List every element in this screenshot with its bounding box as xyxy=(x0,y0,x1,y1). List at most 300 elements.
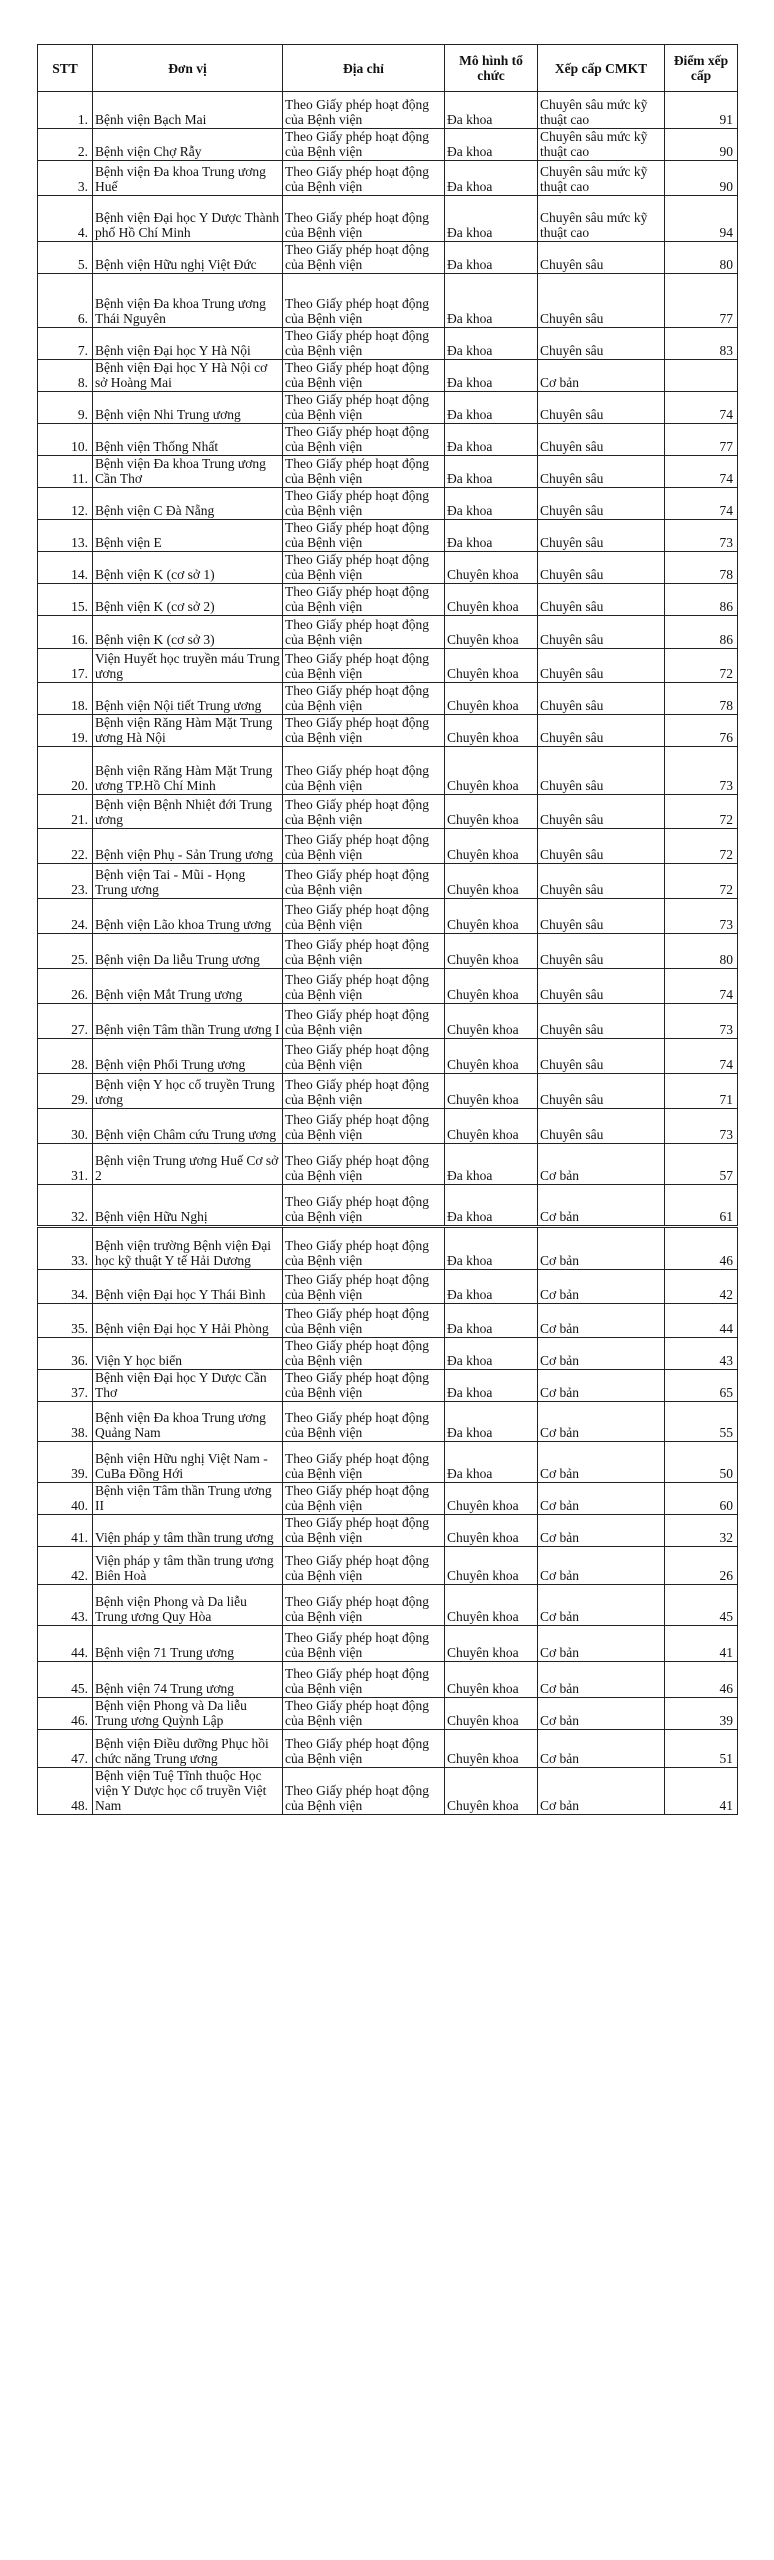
cell-model: Chuyên khoa xyxy=(445,552,538,584)
cell-unit: Bệnh viện Đại học Y Hải Phòng xyxy=(93,1304,283,1338)
cell-unit: Bệnh viện Tâm thần Trung ương I xyxy=(93,1004,283,1039)
cell-stt: 37. xyxy=(38,1370,93,1402)
cell-rank: Chuyên sâu mức kỹ thuật cao xyxy=(538,92,665,129)
cell-model: Chuyên khoa xyxy=(445,683,538,715)
cell-stt: 13. xyxy=(38,520,93,552)
cell-unit: Bệnh viện Hữu nghị Việt Nam - CuBa Đồng Hới xyxy=(93,1442,283,1483)
cell-model: Đa khoa xyxy=(445,1304,538,1338)
table-row xyxy=(38,1039,738,1074)
cell-address: Theo Giấy phép hoạt động của Bệnh viện xyxy=(283,616,445,649)
cell-stt: 32. xyxy=(38,1185,93,1227)
table-row xyxy=(38,129,738,161)
cell-rank: Chuyên sâu xyxy=(538,392,665,424)
table-row xyxy=(38,969,738,1004)
table-row xyxy=(38,829,738,864)
table-row xyxy=(38,328,738,360)
table-row xyxy=(38,795,738,829)
cell-stt: 34. xyxy=(38,1270,93,1304)
cell-address: Theo Giấy phép hoạt động của Bệnh viện xyxy=(283,1227,445,1270)
cell-unit: Bệnh viện Lão khoa Trung ương xyxy=(93,899,283,934)
cell-model: Đa khoa xyxy=(445,274,538,328)
cell-rank: Chuyên sâu xyxy=(538,1109,665,1144)
table-row xyxy=(38,649,738,683)
cell-model: Chuyên khoa xyxy=(445,747,538,795)
header-address: Địa chỉ xyxy=(283,45,445,92)
table-row xyxy=(38,1227,738,1270)
cell-rank: Chuyên sâu xyxy=(538,1039,665,1074)
cell-rank: Chuyên sâu xyxy=(538,969,665,1004)
cell-stt: 48. xyxy=(38,1768,93,1815)
cell-stt: 41. xyxy=(38,1515,93,1547)
cell-score: 74 xyxy=(665,392,738,424)
cell-address: Theo Giấy phép hoạt động của Bệnh viện xyxy=(283,552,445,584)
cell-model: Chuyên khoa xyxy=(445,795,538,829)
cell-score: 94 xyxy=(665,196,738,242)
cell-rank: Chuyên sâu xyxy=(538,520,665,552)
table-row xyxy=(38,92,738,129)
cell-address: Theo Giấy phép hoạt động của Bệnh viện xyxy=(283,488,445,520)
cell-stt: 11. xyxy=(38,456,93,488)
cell-address: Theo Giấy phép hoạt động của Bệnh viện xyxy=(283,1698,445,1730)
cell-model: Đa khoa xyxy=(445,392,538,424)
cell-score: 60 xyxy=(665,1483,738,1515)
cell-score: 61 xyxy=(665,1185,738,1227)
cell-unit: Viện Huyết học truyền máu Trung ương xyxy=(93,649,283,683)
table-row xyxy=(38,1338,738,1370)
cell-unit: Bệnh viện 74 Trung ương xyxy=(93,1662,283,1698)
cell-rank: Cơ bản xyxy=(538,1768,665,1815)
cell-rank: Chuyên sâu xyxy=(538,552,665,584)
cell-rank: Cơ bản xyxy=(538,1144,665,1185)
cell-address: Theo Giấy phép hoạt động của Bệnh viện xyxy=(283,864,445,899)
cell-model: Đa khoa xyxy=(445,424,538,456)
cell-unit: Bệnh viện Hữu Nghị xyxy=(93,1185,283,1227)
cell-model: Đa khoa xyxy=(445,520,538,552)
cell-rank: Cơ bản xyxy=(538,1547,665,1585)
cell-address: Theo Giấy phép hoạt động của Bệnh viện xyxy=(283,1074,445,1109)
cell-rank: Cơ bản xyxy=(538,360,665,392)
cell-unit: Bệnh viện Phổi Trung ương xyxy=(93,1039,283,1074)
cell-unit: Bệnh viện Tuệ Tĩnh thuộc Học viện Y Dược học cổ truyền Việt Nam xyxy=(93,1768,283,1815)
cell-rank: Chuyên sâu xyxy=(538,683,665,715)
cell-unit: Bệnh viện K (cơ sở 1) xyxy=(93,552,283,584)
cell-score: 43 xyxy=(665,1338,738,1370)
cell-stt: 21. xyxy=(38,795,93,829)
cell-stt: 42. xyxy=(38,1547,93,1585)
cell-rank: Cơ bản xyxy=(538,1483,665,1515)
cell-rank: Chuyên sâu xyxy=(538,1004,665,1039)
cell-unit: Bệnh viện Chợ Rẫy xyxy=(93,129,283,161)
cell-rank: Cơ bản xyxy=(538,1304,665,1338)
cell-address: Theo Giấy phép hoạt động của Bệnh viện xyxy=(283,1662,445,1698)
cell-model: Chuyên khoa xyxy=(445,1768,538,1815)
cell-unit: Bệnh viện Phong và Da liễu Trung ương Quy Hòa xyxy=(93,1585,283,1626)
cell-address: Theo Giấy phép hoạt động của Bệnh viện xyxy=(283,1109,445,1144)
table-row xyxy=(38,242,738,274)
cell-unit: Bệnh viện K (cơ sở 3) xyxy=(93,616,283,649)
cell-address: Theo Giấy phép hoạt động của Bệnh viện xyxy=(283,274,445,328)
table-row xyxy=(38,1585,738,1626)
cell-score: 86 xyxy=(665,616,738,649)
table-row xyxy=(38,1074,738,1109)
cell-model: Chuyên khoa xyxy=(445,899,538,934)
table-row xyxy=(38,1109,738,1144)
cell-address: Theo Giấy phép hoạt động của Bệnh viện xyxy=(283,1304,445,1338)
cell-unit: Bệnh viện trường Bệnh viện Đại học kỹ thuật Y tế Hải Dương xyxy=(93,1227,283,1270)
cell-unit: Bệnh viện Thống Nhất xyxy=(93,424,283,456)
cell-score: 41 xyxy=(665,1768,738,1815)
cell-rank: Cơ bản xyxy=(538,1338,665,1370)
cell-rank: Cơ bản xyxy=(538,1370,665,1402)
cell-model: Chuyên khoa xyxy=(445,829,538,864)
cell-unit: Bệnh viện Bạch Mai xyxy=(93,92,283,129)
cell-score: 73 xyxy=(665,899,738,934)
cell-model: Chuyên khoa xyxy=(445,1662,538,1698)
cell-address: Theo Giấy phép hoạt động của Bệnh viện xyxy=(283,829,445,864)
table-row xyxy=(38,360,738,392)
cell-score: 74 xyxy=(665,488,738,520)
table-row xyxy=(38,1144,738,1185)
cell-model: Chuyên khoa xyxy=(445,934,538,969)
table-row xyxy=(38,1483,738,1515)
table-row xyxy=(38,196,738,242)
cell-stt: 33. xyxy=(38,1227,93,1270)
cell-stt: 39. xyxy=(38,1442,93,1483)
cell-model: Đa khoa xyxy=(445,1402,538,1442)
cell-stt: 38. xyxy=(38,1402,93,1442)
table-row xyxy=(38,1626,738,1662)
cell-rank: Cơ bản xyxy=(538,1585,665,1626)
table-row xyxy=(38,456,738,488)
cell-address: Theo Giấy phép hoạt động của Bệnh viện xyxy=(283,1370,445,1402)
cell-stt: 31. xyxy=(38,1144,93,1185)
cell-rank: Chuyên sâu xyxy=(538,864,665,899)
cell-unit: Bệnh viện Châm cứu Trung ương xyxy=(93,1109,283,1144)
cell-unit: Bệnh viện Đại học Y Dược Thành phố Hồ Chí Minh xyxy=(93,196,283,242)
table-row xyxy=(38,899,738,934)
cell-unit: Bệnh viện Da liễu Trung ương xyxy=(93,934,283,969)
cell-model: Chuyên khoa xyxy=(445,1515,538,1547)
cell-rank: Cơ bản xyxy=(538,1662,665,1698)
cell-score: 72 xyxy=(665,649,738,683)
cell-address: Theo Giấy phép hoạt động của Bệnh viện xyxy=(283,424,445,456)
cell-unit: Bệnh viện Răng Hàm Mặt Trung ương TP.Hồ Chí Minh xyxy=(93,747,283,795)
cell-model: Chuyên khoa xyxy=(445,1585,538,1626)
cell-address: Theo Giấy phép hoạt động của Bệnh viện xyxy=(283,1730,445,1768)
cell-score: 74 xyxy=(665,456,738,488)
cell-model: Chuyên khoa xyxy=(445,864,538,899)
cell-address: Theo Giấy phép hoạt động của Bệnh viện xyxy=(283,328,445,360)
table-row xyxy=(38,1370,738,1402)
cell-score xyxy=(665,360,738,392)
cell-address: Theo Giấy phép hoạt động của Bệnh viện xyxy=(283,129,445,161)
cell-score: 42 xyxy=(665,1270,738,1304)
cell-model: Đa khoa xyxy=(445,196,538,242)
cell-score: 74 xyxy=(665,969,738,1004)
cell-stt: 4. xyxy=(38,196,93,242)
table-row xyxy=(38,864,738,899)
cell-score: 83 xyxy=(665,328,738,360)
cell-model: Đa khoa xyxy=(445,161,538,196)
cell-unit: Bệnh viện Nội tiết Trung ương xyxy=(93,683,283,715)
table-row xyxy=(38,715,738,747)
header-score: Điểm xếp cấp xyxy=(665,45,738,92)
cell-model: Đa khoa xyxy=(445,360,538,392)
cell-score: 90 xyxy=(665,161,738,196)
cell-score: 86 xyxy=(665,584,738,616)
cell-score: 72 xyxy=(665,795,738,829)
cell-unit: Bệnh viện K (cơ sở 2) xyxy=(93,584,283,616)
cell-unit: Bệnh viện Tâm thần Trung ương II xyxy=(93,1483,283,1515)
cell-rank: Chuyên sâu mức kỹ thuật cao xyxy=(538,161,665,196)
cell-score: 76 xyxy=(665,715,738,747)
cell-model: Đa khoa xyxy=(445,92,538,129)
cell-rank: Cơ bản xyxy=(538,1270,665,1304)
cell-address: Theo Giấy phép hoạt động của Bệnh viện xyxy=(283,196,445,242)
cell-score: 78 xyxy=(665,552,738,584)
cell-unit: Bệnh viện Trung ương Huế Cơ sở 2 xyxy=(93,1144,283,1185)
cell-stt: 3. xyxy=(38,161,93,196)
cell-unit: Bệnh viện Đại học Y Hà Nội cơ sở Hoàng Mai xyxy=(93,360,283,392)
table-row xyxy=(38,1662,738,1698)
header-model: Mô hình tổ chức xyxy=(445,45,538,92)
cell-rank: Cơ bản xyxy=(538,1185,665,1227)
table-row xyxy=(38,1547,738,1585)
cell-address: Theo Giấy phép hoạt động của Bệnh viện xyxy=(283,899,445,934)
cell-model: Chuyên khoa xyxy=(445,1547,538,1585)
cell-model: Đa khoa xyxy=(445,328,538,360)
cell-rank: Chuyên sâu xyxy=(538,715,665,747)
table-row xyxy=(38,520,738,552)
cell-unit: Bệnh viện Đại học Y Hà Nội xyxy=(93,328,283,360)
cell-unit: Bệnh viện Nhi Trung ương xyxy=(93,392,283,424)
cell-address: Theo Giấy phép hoạt động của Bệnh viện xyxy=(283,161,445,196)
cell-stt: 14. xyxy=(38,552,93,584)
cell-model: Đa khoa xyxy=(445,129,538,161)
cell-stt: 5. xyxy=(38,242,93,274)
cell-stt: 47. xyxy=(38,1730,93,1768)
cell-address: Theo Giấy phép hoạt động của Bệnh viện xyxy=(283,715,445,747)
cell-score: 50 xyxy=(665,1442,738,1483)
table-row xyxy=(38,424,738,456)
table-row xyxy=(38,1185,738,1227)
cell-model: Chuyên khoa xyxy=(445,1004,538,1039)
cell-rank: Chuyên sâu xyxy=(538,424,665,456)
table-row xyxy=(38,1698,738,1730)
header-rank: Xếp cấp CMKT xyxy=(538,45,665,92)
cell-address: Theo Giấy phép hoạt động của Bệnh viện xyxy=(283,584,445,616)
cell-rank: Cơ bản xyxy=(538,1515,665,1547)
cell-rank: Chuyên sâu xyxy=(538,488,665,520)
table-row xyxy=(38,1442,738,1483)
cell-rank: Chuyên sâu xyxy=(538,328,665,360)
cell-unit: Bệnh viện Tai - Mũi - Họng Trung ương xyxy=(93,864,283,899)
table-body xyxy=(38,92,738,1815)
cell-model: Chuyên khoa xyxy=(445,1698,538,1730)
cell-score: 72 xyxy=(665,864,738,899)
cell-rank: Chuyên sâu xyxy=(538,747,665,795)
cell-score: 65 xyxy=(665,1370,738,1402)
table-row xyxy=(38,274,738,328)
cell-model: Chuyên khoa xyxy=(445,715,538,747)
cell-address: Theo Giấy phép hoạt động của Bệnh viện xyxy=(283,1185,445,1227)
table-row xyxy=(38,488,738,520)
cell-rank: Chuyên sâu xyxy=(538,1074,665,1109)
cell-rank: Cơ bản xyxy=(538,1227,665,1270)
cell-stt: 20. xyxy=(38,747,93,795)
cell-stt: 24. xyxy=(38,899,93,934)
cell-unit: Bệnh viện Đa khoa Trung ương Huế xyxy=(93,161,283,196)
cell-model: Chuyên khoa xyxy=(445,969,538,1004)
cell-stt: 43. xyxy=(38,1585,93,1626)
table-row xyxy=(38,1515,738,1547)
cell-score: 90 xyxy=(665,129,738,161)
cell-address: Theo Giấy phép hoạt động của Bệnh viện xyxy=(283,1547,445,1585)
cell-rank: Chuyên sâu xyxy=(538,274,665,328)
cell-score: 80 xyxy=(665,242,738,274)
cell-unit: Bệnh viện C Đà Nẵng xyxy=(93,488,283,520)
cell-score: 57 xyxy=(665,1144,738,1185)
cell-unit: Bệnh viện Răng Hàm Mặt Trung ương Hà Nội xyxy=(93,715,283,747)
cell-unit: Bệnh viện E xyxy=(93,520,283,552)
cell-stt: 25. xyxy=(38,934,93,969)
cell-stt: 17. xyxy=(38,649,93,683)
cell-address: Theo Giấy phép hoạt động của Bệnh viện xyxy=(283,1442,445,1483)
cell-address: Theo Giấy phép hoạt động của Bệnh viện xyxy=(283,1585,445,1626)
cell-address: Theo Giấy phép hoạt động của Bệnh viện xyxy=(283,1483,445,1515)
cell-stt: 23. xyxy=(38,864,93,899)
cell-rank: Cơ bản xyxy=(538,1730,665,1768)
cell-model: Chuyên khoa xyxy=(445,1483,538,1515)
cell-rank: Cơ bản xyxy=(538,1626,665,1662)
cell-model: Đa khoa xyxy=(445,488,538,520)
table-row xyxy=(38,161,738,196)
table-row xyxy=(38,1004,738,1039)
cell-address: Theo Giấy phép hoạt động của Bệnh viện xyxy=(283,1144,445,1185)
cell-unit: Bệnh viện Đại học Y Dược Cần Thơ xyxy=(93,1370,283,1402)
cell-rank: Chuyên sâu xyxy=(538,584,665,616)
table-row xyxy=(38,1730,738,1768)
cell-unit: Bệnh viện Phụ - Sản Trung ương xyxy=(93,829,283,864)
cell-unit: Bệnh viện Đại học Y Thái Bình xyxy=(93,1270,283,1304)
table-header-row xyxy=(38,45,738,92)
cell-rank: Chuyên sâu xyxy=(538,899,665,934)
cell-stt: 1. xyxy=(38,92,93,129)
cell-model: Chuyên khoa xyxy=(445,1039,538,1074)
cell-address: Theo Giấy phép hoạt động của Bệnh viện xyxy=(283,969,445,1004)
cell-model: Chuyên khoa xyxy=(445,649,538,683)
cell-model: Đa khoa xyxy=(445,1227,538,1270)
cell-model: Chuyên khoa xyxy=(445,584,538,616)
cell-unit: Bệnh viện Điều dưỡng Phục hồi chức năng Trung ương xyxy=(93,1730,283,1768)
cell-stt: 16. xyxy=(38,616,93,649)
table-row xyxy=(38,1270,738,1304)
table-row xyxy=(38,616,738,649)
cell-stt: 6. xyxy=(38,274,93,328)
cell-score: 78 xyxy=(665,683,738,715)
cell-stt: 26. xyxy=(38,969,93,1004)
cell-address: Theo Giấy phép hoạt động của Bệnh viện xyxy=(283,360,445,392)
cell-address: Theo Giấy phép hoạt động của Bệnh viện xyxy=(283,1768,445,1815)
header-unit: Đơn vị xyxy=(93,45,283,92)
cell-address: Theo Giấy phép hoạt động của Bệnh viện xyxy=(283,747,445,795)
cell-unit: Bệnh viện 71 Trung ương xyxy=(93,1626,283,1662)
cell-score: 77 xyxy=(665,424,738,456)
cell-stt: 29. xyxy=(38,1074,93,1109)
cell-address: Theo Giấy phép hoạt động của Bệnh viện xyxy=(283,456,445,488)
cell-model: Chuyên khoa xyxy=(445,1730,538,1768)
cell-rank: Chuyên sâu xyxy=(538,456,665,488)
cell-model: Chuyên khoa xyxy=(445,616,538,649)
cell-score: 45 xyxy=(665,1585,738,1626)
cell-score: 26 xyxy=(665,1547,738,1585)
cell-address: Theo Giấy phép hoạt động của Bệnh viện xyxy=(283,795,445,829)
cell-score: 91 xyxy=(665,92,738,129)
cell-address: Theo Giấy phép hoạt động của Bệnh viện xyxy=(283,1402,445,1442)
cell-rank: Chuyên sâu mức kỹ thuật cao xyxy=(538,129,665,161)
cell-rank: Chuyên sâu xyxy=(538,242,665,274)
cell-model: Đa khoa xyxy=(445,1270,538,1304)
cell-address: Theo Giấy phép hoạt động của Bệnh viện xyxy=(283,934,445,969)
cell-score: 72 xyxy=(665,829,738,864)
table-row xyxy=(38,1768,738,1815)
table-row xyxy=(38,584,738,616)
cell-address: Theo Giấy phép hoạt động của Bệnh viện xyxy=(283,683,445,715)
cell-score: 73 xyxy=(665,1004,738,1039)
cell-address: Theo Giấy phép hoạt động của Bệnh viện xyxy=(283,92,445,129)
cell-rank: Cơ bản xyxy=(538,1402,665,1442)
cell-stt: 10. xyxy=(38,424,93,456)
cell-rank: Chuyên sâu mức kỹ thuật cao xyxy=(538,196,665,242)
cell-unit: Bệnh viện Hữu nghị Việt Đức xyxy=(93,242,283,274)
cell-address: Theo Giấy phép hoạt động của Bệnh viện xyxy=(283,520,445,552)
cell-rank: Chuyên sâu xyxy=(538,616,665,649)
cell-stt: 15. xyxy=(38,584,93,616)
cell-score: 46 xyxy=(665,1662,738,1698)
cell-address: Theo Giấy phép hoạt động của Bệnh viện xyxy=(283,242,445,274)
cell-score: 71 xyxy=(665,1074,738,1109)
cell-stt: 8. xyxy=(38,360,93,392)
table-row xyxy=(38,747,738,795)
cell-score: 73 xyxy=(665,1109,738,1144)
cell-rank: Cơ bản xyxy=(538,1698,665,1730)
cell-model: Đa khoa xyxy=(445,456,538,488)
cell-stt: 19. xyxy=(38,715,93,747)
cell-stt: 22. xyxy=(38,829,93,864)
cell-stt: 45. xyxy=(38,1662,93,1698)
cell-address: Theo Giấy phép hoạt động của Bệnh viện xyxy=(283,1039,445,1074)
cell-address: Theo Giấy phép hoạt động của Bệnh viện xyxy=(283,1515,445,1547)
cell-address: Theo Giấy phép hoạt động của Bệnh viện xyxy=(283,1004,445,1039)
cell-unit: Bệnh viện Đa khoa Trung ương Thái Nguyên xyxy=(93,274,283,328)
cell-rank: Chuyên sâu xyxy=(538,795,665,829)
cell-model: Đa khoa xyxy=(445,1144,538,1185)
cell-stt: 30. xyxy=(38,1109,93,1144)
cell-rank: Chuyên sâu xyxy=(538,934,665,969)
cell-stt: 7. xyxy=(38,328,93,360)
cell-score: 51 xyxy=(665,1730,738,1768)
cell-unit: Bệnh viện Đa khoa Trung ương Quảng Nam xyxy=(93,1402,283,1442)
cell-stt: 27. xyxy=(38,1004,93,1039)
table-row xyxy=(38,392,738,424)
cell-unit: Bệnh viện Bệnh Nhiệt đới Trung ương xyxy=(93,795,283,829)
hospital-ranking-table xyxy=(37,44,738,1815)
cell-stt: 2. xyxy=(38,129,93,161)
cell-unit: Bệnh viện Mắt Trung ương xyxy=(93,969,283,1004)
cell-unit: Viện pháp y tâm thần trung ương xyxy=(93,1515,283,1547)
cell-unit: Viện Y học biển xyxy=(93,1338,283,1370)
cell-unit: Bệnh viện Đa khoa Trung ương Cần Thơ xyxy=(93,456,283,488)
